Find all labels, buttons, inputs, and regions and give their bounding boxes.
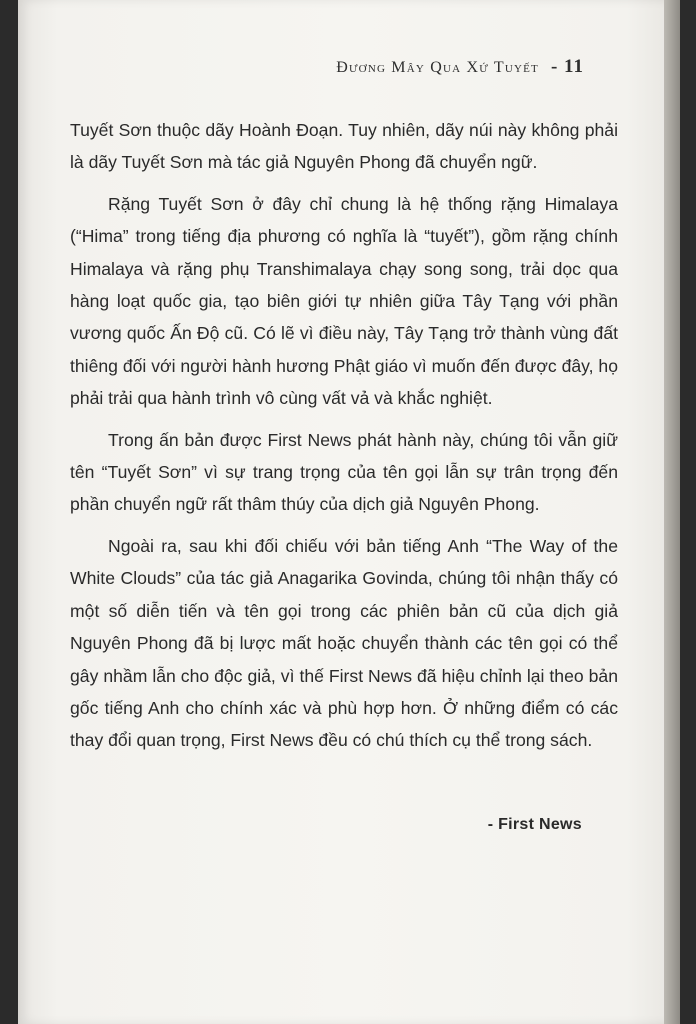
running-title: Đương Mây Qua Xứ Tuyết	[336, 59, 539, 76]
paragraph-2: Rặng Tuyết Sơn ở đây chỉ chung là hệ thống rặng Himalaya (“Hima” trong tiếng địa phương có nghĩa là “tuyết”), gồm rặng chính Himalaya và rặng phụ Transhimalaya chạy song song, trải dọc qua hàng loạt quốc gia, tạo biên giới tự nhiên giữa Tây Tạng với phần vương quốc Ấn Độ cũ. Có lẽ vì điều này, Tây Tạng trở thành vùng đất thiêng đối với người hành hương Phật giáo vì muốn đến được đây, họ phải trải qua hành trình vô cùng vất vả và khắc nghiệt.	[70, 193, 618, 409]
signature: - First News	[487, 816, 582, 833]
page-edge	[664, 0, 680, 1024]
page-number: - 11	[550, 56, 584, 77]
paragraph-3: Trong ấn bản được First News phát hành này, chúng tôi vẫn giữ tên “Tuyết Sơn” vì sự trang trọng của tên gọi lẫn sự trân trọng đến phần chuyển ngữ rất thâm thúy của dịch giả Nguyên Phong.	[70, 429, 618, 515]
page-header	[336, 56, 584, 78]
paragraph-1: Tuyết Sơn thuộc dãy Hoành Đoạn. Tuy nhiên, dãy núi này không phải là dãy Tuyết Sơn mà tác giả Nguyên Phong đã chuyển ngữ.	[70, 120, 618, 173]
paragraph-4: Ngoài ra, sau khi đối chiếu với bản tiếng Anh “The Way of the White Clouds” của tác giả Anagarika Govinda, chúng tôi nhận thấy có một số diễn tiến và tên gọi trong các phiên bản cũ của dịch giả Nguyên Phong đã bị lược mất hoặc chuyển thành các tên gọi có thể gây nhầm lẫn cho độc giả, vì thế First News đã hiệu chỉnh lại theo bản gốc tiếng Anh cho chính xác và phù hợp hơn. Ở những điểm có các thay đổi quan trọng, First News đều có chú thích cụ thể trong sách.	[70, 535, 618, 751]
body-text	[70, 114, 618, 766]
book-page	[18, 0, 680, 1024]
